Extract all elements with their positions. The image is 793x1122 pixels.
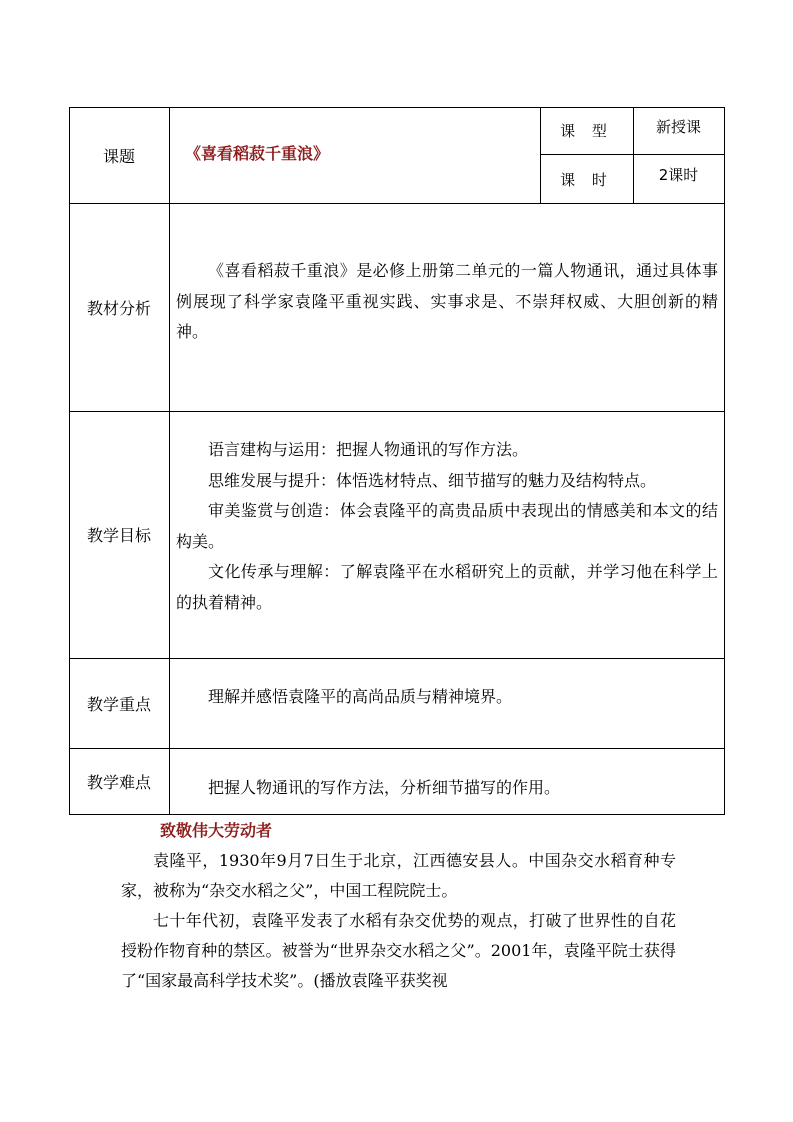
type-value: 新授课	[655, 118, 701, 136]
key-point-content	[176, 682, 718, 713]
goals-content	[176, 435, 718, 618]
topic-title-text: 《喜看稻菽千重浪》	[185, 144, 330, 163]
table-border-bottom	[69, 814, 725, 815]
table-line-label-column	[169, 107, 170, 815]
analysis-text: 《喜看稻菽千重浪》是必修上册第二单元的一篇人物通讯，通过具体事例展现了科学家袁隆平重视实践、实事求是、不崇拜权威、大胆创新的精神。	[176, 261, 718, 341]
goal-item: 思维发展与提升：体悟选材特点、细节描写的魅力及结构特点。	[208, 470, 657, 490]
lesson-plan-table	[69, 107, 725, 815]
topic-title	[185, 141, 329, 164]
difficulty-label: 教学难点	[86, 772, 151, 792]
analysis-label: 教材分析	[86, 298, 151, 318]
goal-item: 文化传承与理解：了解袁隆平在水稻研究上的贡献，并学习他在科学上的执着精神。	[176, 562, 718, 612]
article-heading: 致敬伟大劳动者	[160, 821, 273, 840]
key-point-text: 理解并感悟袁隆平的高尚品质与精神境界。	[208, 687, 513, 706]
type-label: 课 型	[560, 122, 613, 140]
hours-value: 2课时	[658, 166, 699, 184]
table-border-right	[724, 107, 725, 815]
article-paragraph: 七十年代初，袁隆平发表了水稻有杂交优势的观点，打破了世界性的自花授粉作物育种的禁区。被誉为“世界杂交水稻之父”。2001年，袁隆平院士获得了“国家最高科学技术奖”。(播放袁隆平获奖视	[121, 911, 676, 990]
analysis-content	[176, 256, 718, 348]
difficulty-text: 把握人物通讯的写作方法，分析细节描写的作用。	[208, 778, 561, 797]
difficulty-content	[176, 773, 718, 804]
hours-label: 课 时	[560, 170, 613, 189]
goal-item: 语言建构与运用：把握人物通讯的写作方法。	[208, 440, 529, 459]
goal-item: 审美鉴赏与创造：体会袁隆平的高贵品质中表现出的情感美和本文的结构美。	[176, 501, 718, 551]
key-point-label: 教学重点	[86, 694, 151, 714]
article-body	[121, 846, 676, 996]
topic-label: 课题	[102, 146, 135, 166]
goals-label: 教学目标	[86, 526, 151, 545]
article-paragraph: 袁隆平，1930年9月7日生于北京，江西德安县人。中国杂交水稻育种专家，被称为“杂交水稻之父”，中国工程院院士。	[121, 851, 676, 900]
